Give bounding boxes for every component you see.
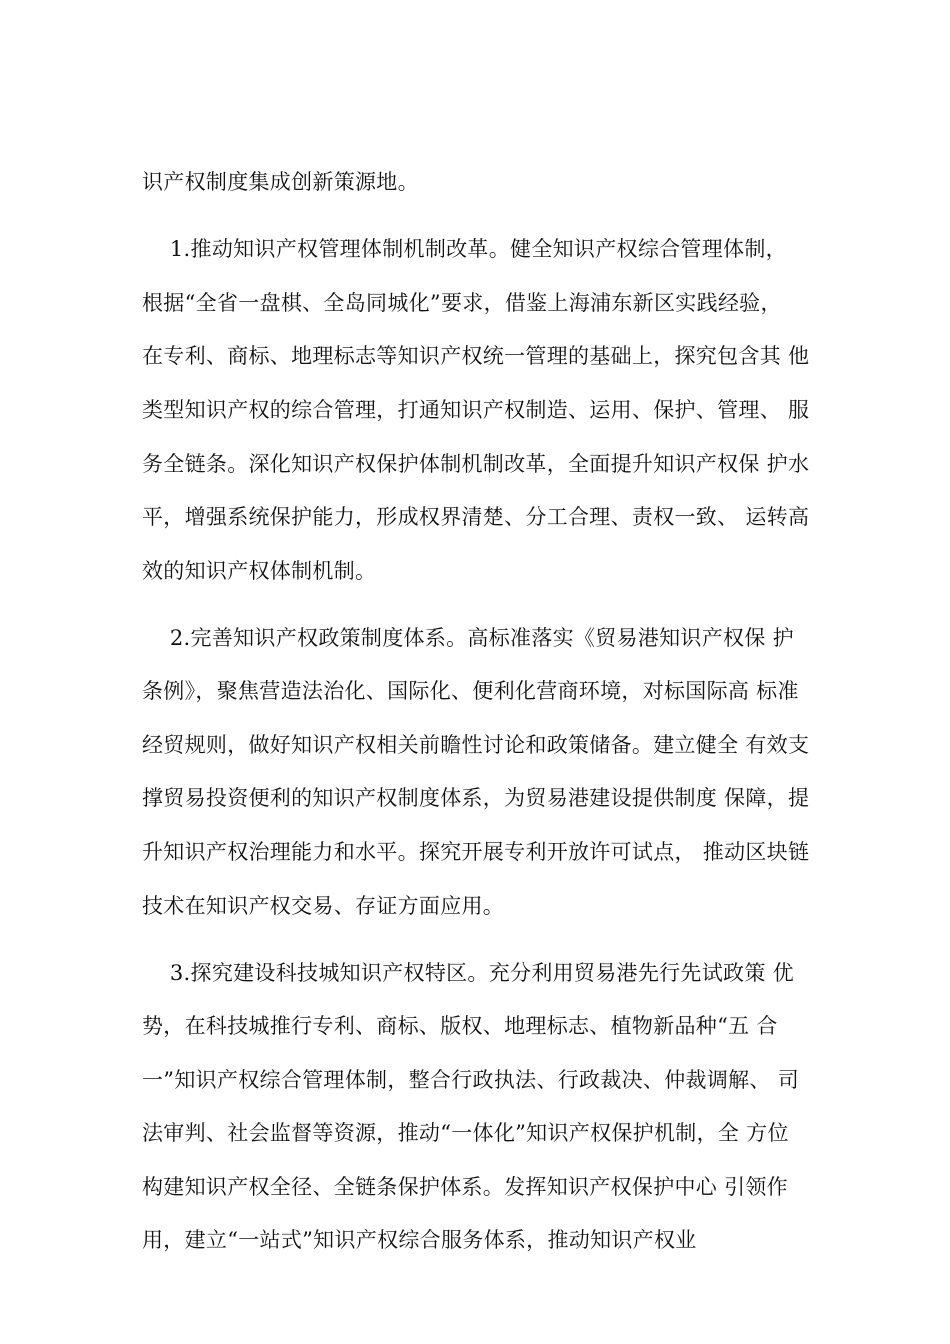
text-line: 用，建立“一站式”知识产权综合服务体系，推动知识产权业 [142,1228,697,1252]
text-line: 一”知识产权综合管理体制，整合行政执法、行政裁决、仲裁调解、 司 [142,1068,800,1092]
text-line: 势，在科技城推行专利、商标、版权、地理标志、植物新品种“五 合 [142,1014,778,1038]
text-line: 根据“全省一盘棋、全岛同城化”要求，借鉴上海浦东新区实践经验， [142,291,782,315]
text-line: 撑贸易投资便利的知识产权制度体系，为贸易港建设提供制度 保障，提 [142,786,810,810]
text-line: 升知识产权治理能力和水平。探究开展专利开放许可试点， 推动区块链 [142,840,810,864]
text-line: 平，增强系统保护能力，形成权界清楚、分工合理、责权一致、 运转高 [142,505,810,529]
text-line: 技术在知识产权交易、存证方面应用。 [142,894,505,918]
text-line: 务全链条。深化知识产权保护体制机制改革，全面提升知识产权保 护水 [142,452,810,476]
text-line: 效的知识产权体制机制。 [142,559,377,583]
text-line: 1.推动知识产权管理体制机制改革。健全知识产权综合管理体制， [142,237,787,261]
text-line: 2.完善知识产权政策制度体系。高标准落实《贸易港知识产权保 护 [142,626,794,650]
text-line: 在专利、商标、地理标志等知识产权统一管理的基础上，探究包含其 他 [142,344,810,368]
text-line: 类型知识产权的综合管理，打通知识产权制造、运用、保护、管理、 服 [142,398,810,422]
text-line: 条例》，聚焦营造法治化、国际化、便利化营商环境，对标国际高 标准 [142,679,799,703]
text-line: 3.探究建设科技城知识产权特区。充分利用贸易港先行先试政策 优 [142,961,794,985]
text-line: 构建知识产权全径、全链条保护体系。发挥知识产权保护中心 引领作 [142,1175,788,1199]
text-line: 经贸规则，做好知识产权相关前瞻性讨论和政策储备。建立健全 有效支 [142,733,810,757]
text-line: 法审判、社会监督等资源，推动“一体化”知识产权保护机制，全 方位 [142,1121,789,1145]
text-line: 识产权制度集成创新策源地。 [142,170,419,194]
